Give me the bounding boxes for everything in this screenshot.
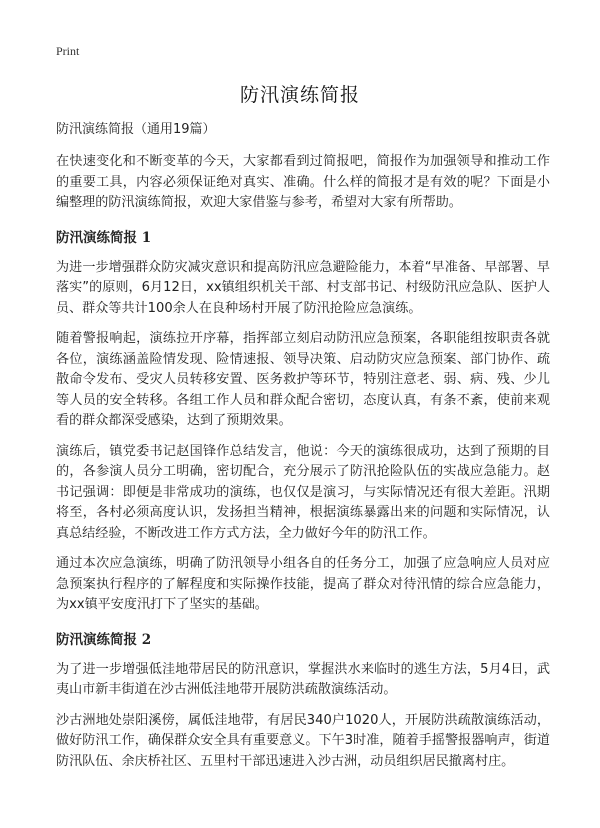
- section-heading: 防汛演练简报 1: [56, 229, 152, 246]
- body-paragraph: 沙古洲地处崇阳溪傍，属低洼地带，有居民340户1020人，开展防洪疏散演练活动，做好防汛工作，确保群众安全具有重要意义。下午3时准，随着手摇警报器响声，街道防汛队伍、余庆桥社区、五里村干部迅速进入沙古洲，动员组织居民撤离村庄。: [56, 712, 550, 769]
- body-paragraph: 为进一步增强群众防灾减灾意识和提高防汛应急避险能力，本着“早准备、早部署、早落实”的原则，6月12日，xx镇组织机关干部、村支部书记、村级防汛应急队、医护人员、群众等共计100余人在良种场村开展了防汛抢险应急演练。: [56, 259, 550, 316]
- document-body: [56, 120, 550, 782]
- body-paragraph: 演练后，镇党委书记赵国锋作总结发言，他说：今天的演练很成功，达到了预期的目的，各参演人员分工明确，密切配合，充分展示了防汛抢险队伍的实战应急能力。赵书记强调：即便是非常成功的演练，也仅仅是演习，与实际情况还有很大差距。汛期将至，各村必须高度认识，发扬担当精神，根据演练暴露出来的问题和实际情况，认真总结经验，不断改进工作方式方法，全力做好今年的防汛工作。: [56, 443, 550, 541]
- body-paragraph: 通过本次应急演练，明确了防汛领导小组各自的任务分工，加强了应急响应人员对应急预案执行程序的了解程度和实际操作技能，提高了群众对待汛情的综合应急能力，为xx镇平安度汛打下了坚实的基础。: [56, 556, 550, 612]
- document-subtitle: 防汛演练简报（通用19篇）: [56, 122, 216, 137]
- page-title: 防汛演练简报: [239, 84, 360, 106]
- section-heading: 防汛演练简报 2: [56, 631, 152, 648]
- section-1: [56, 228, 550, 616]
- section-2: [56, 630, 550, 773]
- body-paragraph: 随着警报响起，演练拉开序幕，指挥部立刻启动防汛应急预案，各职能组按职责各就各位，演练涵盖险情发现、险情速报、领导决策、启动防灾应急预案、部门协作、疏散命令发布、受灾人员转移安置、医务救护等环节，特别注意老、弱、病、残、少儿等人员的安全转移。各组工作人员和群众配合密切，态度认真，有条不紊，使前来观看的群众都深受感染，达到了预期效果。: [56, 331, 550, 428]
- intro-paragraph: 在快速变化和不断变革的今天，大家都看到过简报吧，简报作为加强领导和推动工作的重要工具，内容必须保证绝对真实、准确。什么样的简报才是有效的呢？下面是小编整理的防汛演练简报，欢迎大家借鉴与参考，希望对大家有所帮助。: [56, 154, 550, 210]
- print-link[interactable]: Print: [56, 44, 80, 58]
- body-paragraph: 为了进一步增强低洼地带居民的防汛意识，掌握洪水来临时的逃生方法，5月4日，武夷山市新丰街道在沙古洲低洼地带开展防洪疏散演练活动。: [56, 661, 550, 697]
